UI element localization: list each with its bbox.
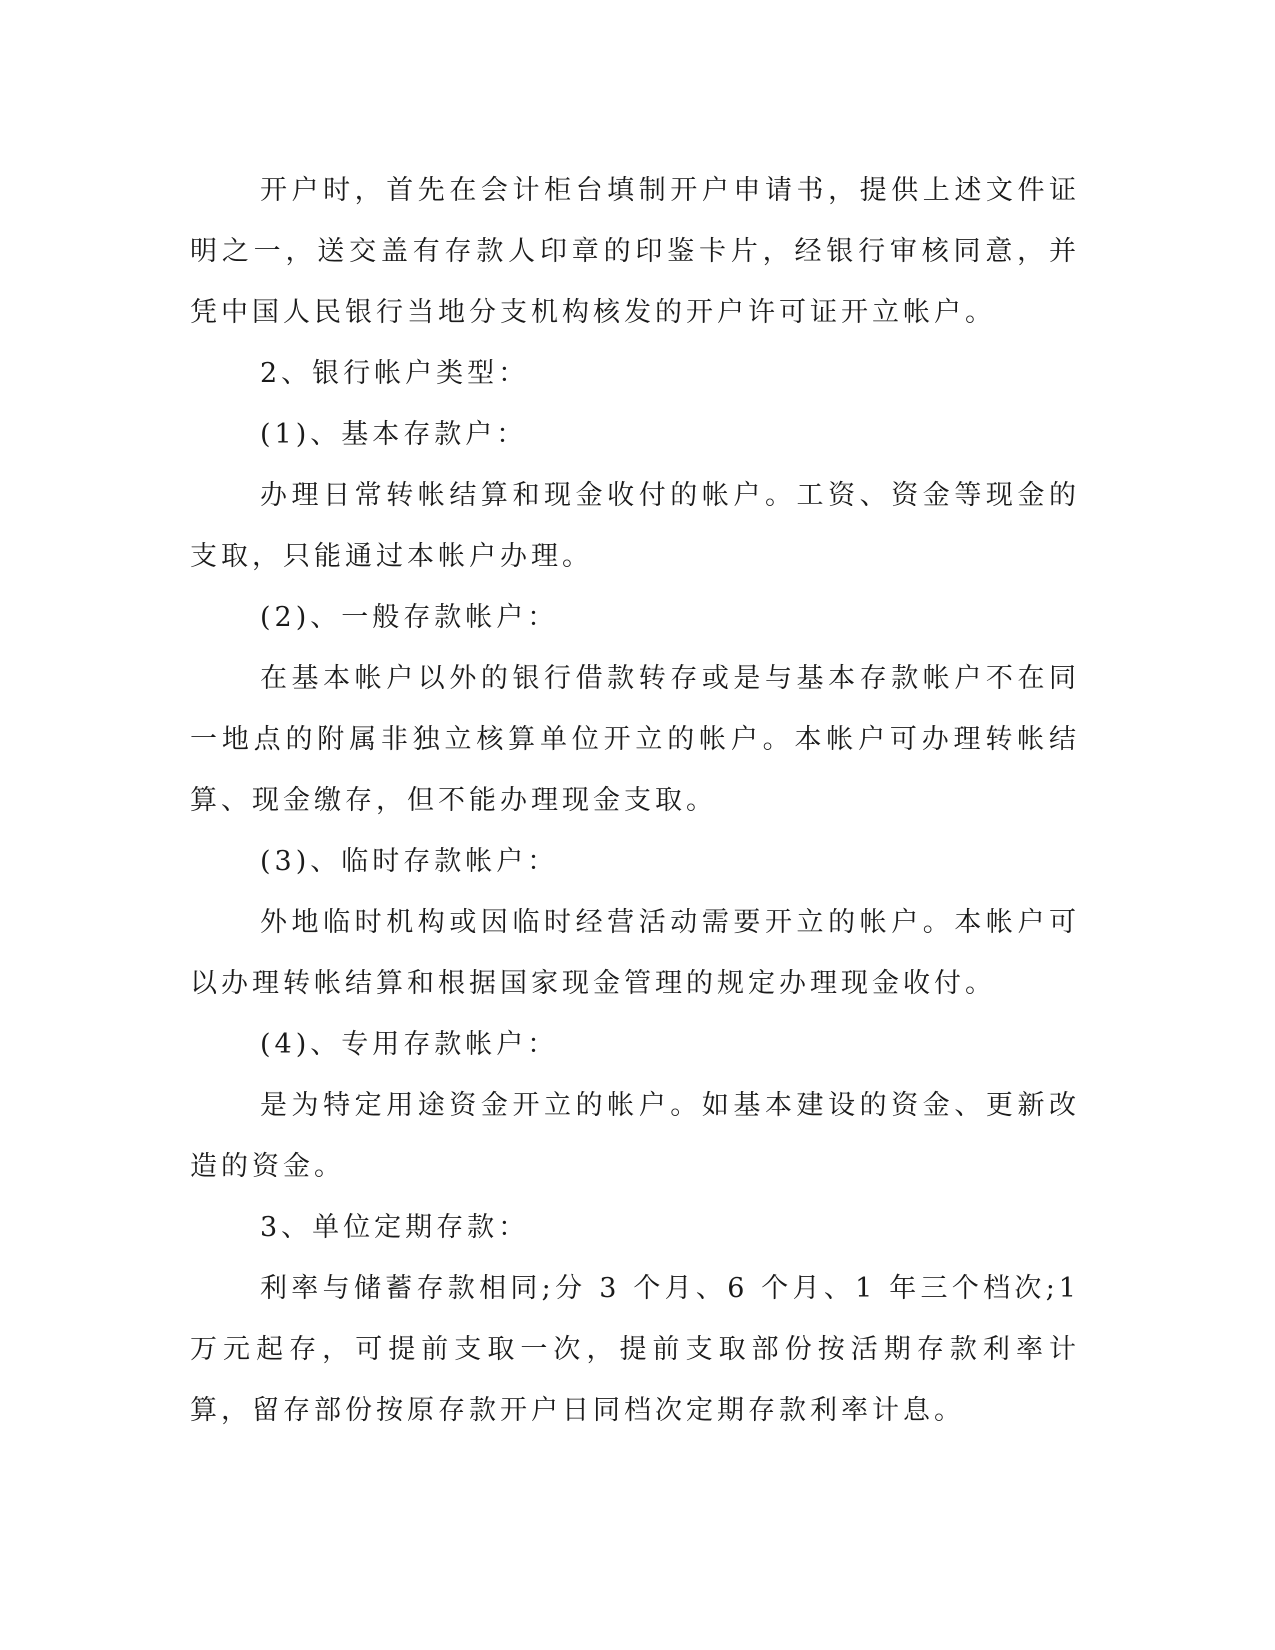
heading-temporary-account: (3)、临时存款帐户： bbox=[260, 846, 559, 877]
paragraph-basic-account: 办理日常转帐结算和现金收付的帐户。工资、资金等现金的支取，只能通过本帐户办理。 bbox=[190, 480, 1080, 572]
heading-special-account: (4)、专用存款帐户： bbox=[260, 1029, 559, 1060]
paragraph-temporary-account: 外地临时机构或因临时经营活动需要开立的帐户。本帐户可以办理转帐结算和根据国家现金管理的规定办理现金收付。 bbox=[190, 907, 1080, 999]
paragraph-general-account: 在基本帐户以外的银行借款转存或是与基本存款帐户不在同一地点的附属非独立核算单位开立的帐户。本帐户可办理转帐结算、现金缴存，但不能办理现金支取。 bbox=[190, 663, 1080, 816]
heading-general-account: (2)、一般存款帐户： bbox=[260, 602, 559, 633]
paragraph-opening-procedure: 开户时，首先在会计柜台填制开户申请书，提供上述文件证明之一，送交盖有存款人印章的印鉴卡片，经银行审核同意，并凭中国人民银行当地分支机构核发的开户许可证开立帐户。 bbox=[190, 175, 1080, 328]
paragraph-fixed-deposit: 利率与储蓄存款相同;分 3 个月、6 个月、1 年三个档次;1 万元起存，可提前支取一次，提前支取部份按活期存款利率计算，留存部份按原存款开户日同档次定期存款利率计息。 bbox=[190, 1273, 1080, 1426]
paragraph-special-account: 是为特定用途资金开立的帐户。如基本建设的资金、更新改造的资金。 bbox=[190, 1090, 1080, 1182]
heading-basic-account: (1)、基本存款户： bbox=[260, 419, 528, 450]
document-body bbox=[190, 160, 1080, 1441]
heading-account-types: 2、银行帐户类型： bbox=[260, 358, 530, 389]
heading-fixed-deposit: 3、单位定期存款： bbox=[260, 1212, 530, 1243]
